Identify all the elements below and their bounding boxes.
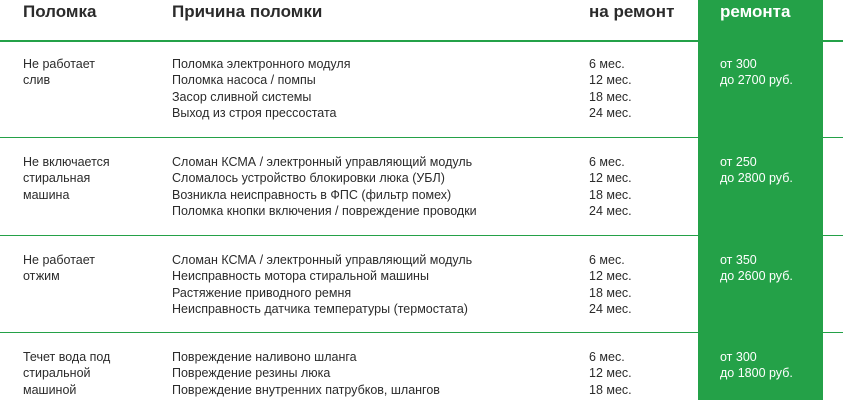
header-divider [0, 40, 843, 42]
row-3-price: от 350 до 2600 руб. [720, 253, 793, 284]
row-3-warranty: 6 мес. 12 мес. 18 мес. 24 мес. [589, 253, 632, 316]
row-divider [0, 332, 843, 333]
row-1-price: от 300 до 2700 руб. [720, 57, 793, 88]
row-4-causes: Повреждение наливоно шланга Повреждение резины люка Повреждение внутренних патрубков, шлангов [172, 350, 440, 397]
row-4-warranty: 6 мес. 12 мес. 18 мес. [589, 350, 632, 397]
row-3-problem: Не работает отжим [23, 253, 95, 284]
header-cause: Причина поломки [172, 2, 323, 21]
header-cost: ремонта [720, 2, 791, 21]
header-problem: Поломка [23, 2, 97, 21]
row-2-warranty: 6 мес. 12 мес. 18 мес. 24 мес. [589, 155, 632, 218]
row-4-price: от 300 до 1800 руб. [720, 350, 793, 381]
row-2-causes: Сломан КСМА / электронный управляющий модуль Сломалось устройство блокировки люка (УБЛ) Возникла неисправность в ФПС (фильтр помех) Поломка кнопки включения / повреждение проводки [172, 155, 477, 218]
row-divider [0, 235, 843, 236]
row-4-problem: Течет вода под стиральной машиной [23, 350, 111, 397]
row-divider [0, 137, 843, 138]
row-1-warranty: 6 мес. 12 мес. 18 мес. 24 мес. [589, 57, 632, 120]
row-2-price: от 250 до 2800 руб. [720, 155, 793, 186]
row-2-problem: Не включается стиральная машина [23, 155, 110, 202]
header-repair-time: на ремонт [589, 2, 675, 21]
row-1-causes: Поломка электронного модуля Поломка насоса / помпы Засор сливной системы Выход из строя прессостата [172, 57, 351, 120]
row-1-problem: Не работает слив [23, 57, 95, 88]
row-3-causes: Сломан КСМА / электронный управляющий модуль Неисправность мотора стиральной машины Растяжение приводного ремня Неисправность датчика температуры (термостата) [172, 253, 473, 316]
